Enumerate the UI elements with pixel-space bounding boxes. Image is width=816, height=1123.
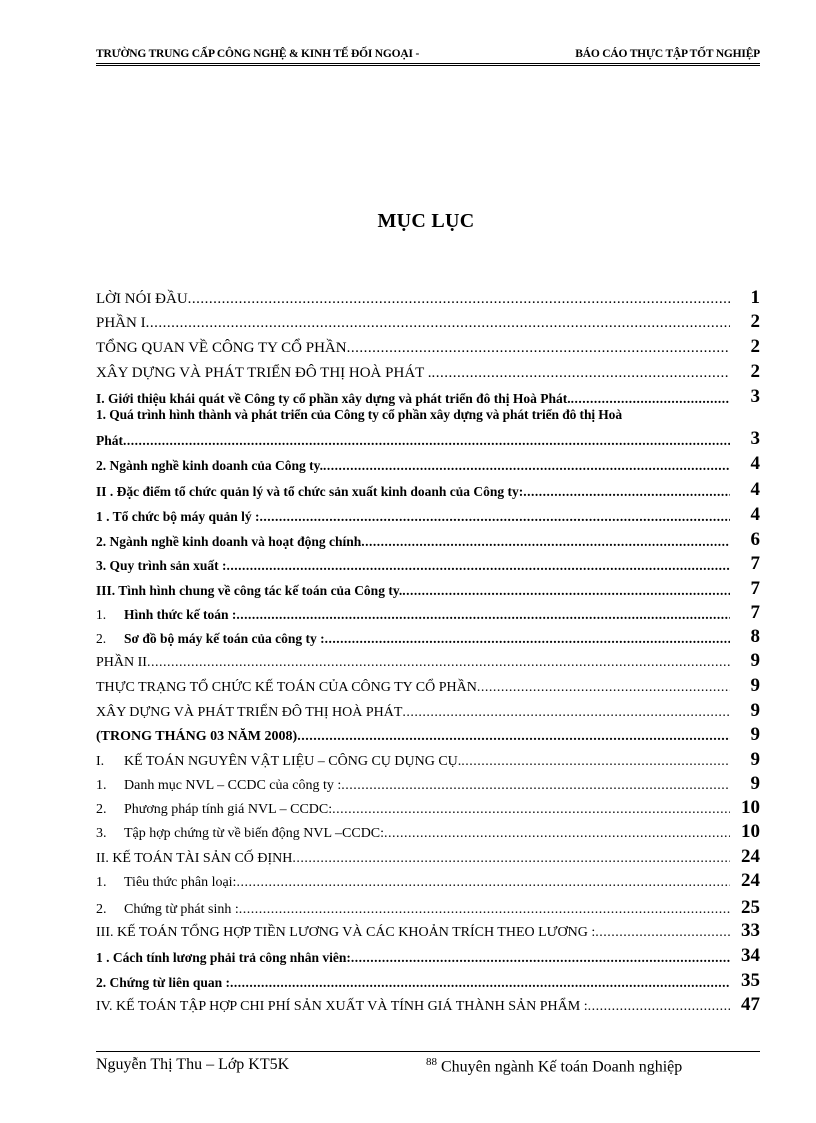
- toc-entry: III. KẾ TOÁN TỔNG HỢP TIỀN LƯƠNG VÀ CÁC KHOẢN TRÍCH THEO LƯƠNG : ..... 33: [96, 920, 760, 944]
- header-report-title: BÁO CÁO THỰC TẬP TỐT NGHIỆP: [575, 48, 760, 60]
- toc-entry: 2. Sơ đồ bộ máy kế toán của công ty : ..... 8: [96, 626, 760, 650]
- toc-entry: 1 . Cách tính lương phải trả công nhân viên: ..... 34: [96, 945, 760, 969]
- toc-entry: PHẦN II ..... 9: [96, 650, 760, 674]
- toc-entry: 1. Danh mục NVL – CCDC của công ty : ..... 9: [96, 773, 760, 797]
- toc-entry: XÂY DỰNG VÀ PHÁT TRIỂN ĐÔ THỊ HOÀ PHÁT ..... 9: [96, 700, 760, 724]
- toc-entry: 2. Phương pháp tính giá NVL – CCDC: ..... 10: [96, 797, 760, 821]
- toc-entry: IV. KẾ TOÁN TẬP HỢP CHI PHÍ SẢN XUẤT VÀ TÍNH GIÁ THÀNH SẢN PHẨM : ..... 47: [96, 994, 760, 1018]
- page-number: 88: [426, 1056, 437, 1068]
- toc-entry: XÂY DỰNG VÀ PHÁT TRIỂN ĐÔ THỊ HOÀ PHÁT . ..... 2: [96, 361, 760, 385]
- toc-entry: 2. Chứng từ phát sinh : ..... 25: [96, 897, 760, 921]
- toc-entry: 2. Ngành nghề kinh doanh và hoạt động chính ..... 6: [96, 529, 760, 553]
- toc-entry: 1. Tiêu thức phân loại: ..... 24: [96, 870, 760, 894]
- toc-entry: PHẦN I ..... 2: [96, 311, 760, 335]
- toc-entry: II . Đặc điểm tổ chức quản lý và tổ chức sản xuất kinh doanh của Công ty: ..... 4: [96, 479, 760, 503]
- toc-entry: (TRONG THÁNG 03 NĂM 2008) ..... 9: [96, 724, 760, 748]
- toc-entry: 1. Hình thức kế toán : ..... 7: [96, 602, 760, 626]
- page-title: MỤC LỤC: [377, 210, 475, 232]
- toc-entry: 2. Chứng từ liên quan : ..... 35: [96, 970, 760, 994]
- toc-entry: 1 . Tổ chức bộ máy quản lý : ..... 4: [96, 504, 760, 528]
- toc-entry: 3. Tập hợp chứng từ về biến động NVL –CCDC: ..... 10: [96, 821, 760, 845]
- header-school-name: TRƯỜNG TRUNG CẤP CÔNG NGHỆ & KINH TẾ ĐỐI NGOẠI -: [96, 48, 420, 60]
- toc-entry: Phát ..... 3: [96, 428, 760, 452]
- toc-entry: THỰC TRẠNG TỔ CHỨC KẾ TOÁN CỦA CÔNG TY CỔ PHẦN ..... 9: [96, 675, 760, 699]
- toc-entry: I. KẾ TOÁN NGUYÊN VẬT LIỆU – CÔNG CỤ DỤNG CỤ. ..... 9: [96, 749, 760, 773]
- header-rule: [96, 63, 760, 66]
- toc-entry: III. Tình hình chung về công tác kế toán của Công ty. ..... 7: [96, 578, 760, 602]
- footer-major: $^{88}$ Chuyên ngành Kế toán Doanh nghiệp: [426, 1056, 683, 1076]
- toc-entry-phan-i: LỜI NÓI ĐẦU ..... 1: [96, 287, 760, 311]
- toc-entry-wrapped-line: 1. Quá trình hình thành và phát triển của Công ty cổ phần xây dựng và phát triển đô thị Hoà: [96, 407, 622, 422]
- toc-entry: 3. Quy trình sản xuất : ..... 7: [96, 553, 760, 577]
- toc-entry: 2. Ngành nghề kinh doanh của Công ty. ..... 4: [96, 453, 760, 477]
- toc-entry: TỔNG QUAN VỀ CÔNG TY CỔ PHẦN ..... 2: [96, 336, 760, 360]
- page-footer: [96, 1056, 760, 1080]
- page-header: [96, 48, 760, 64]
- toc-entry: I. Giới thiệu khái quát về Công ty cổ phần xây dựng và phát triển đô thị Hoà Phát. ..... 3: [96, 386, 760, 410]
- toc-entry: II. KẾ TOÁN TÀI SẢN CỐ ĐỊNH ..... 24: [96, 846, 760, 870]
- footer-rule: [96, 1051, 760, 1052]
- footer-author: Nguyễn Thị Thu – Lớp KT5K: [96, 1056, 290, 1073]
